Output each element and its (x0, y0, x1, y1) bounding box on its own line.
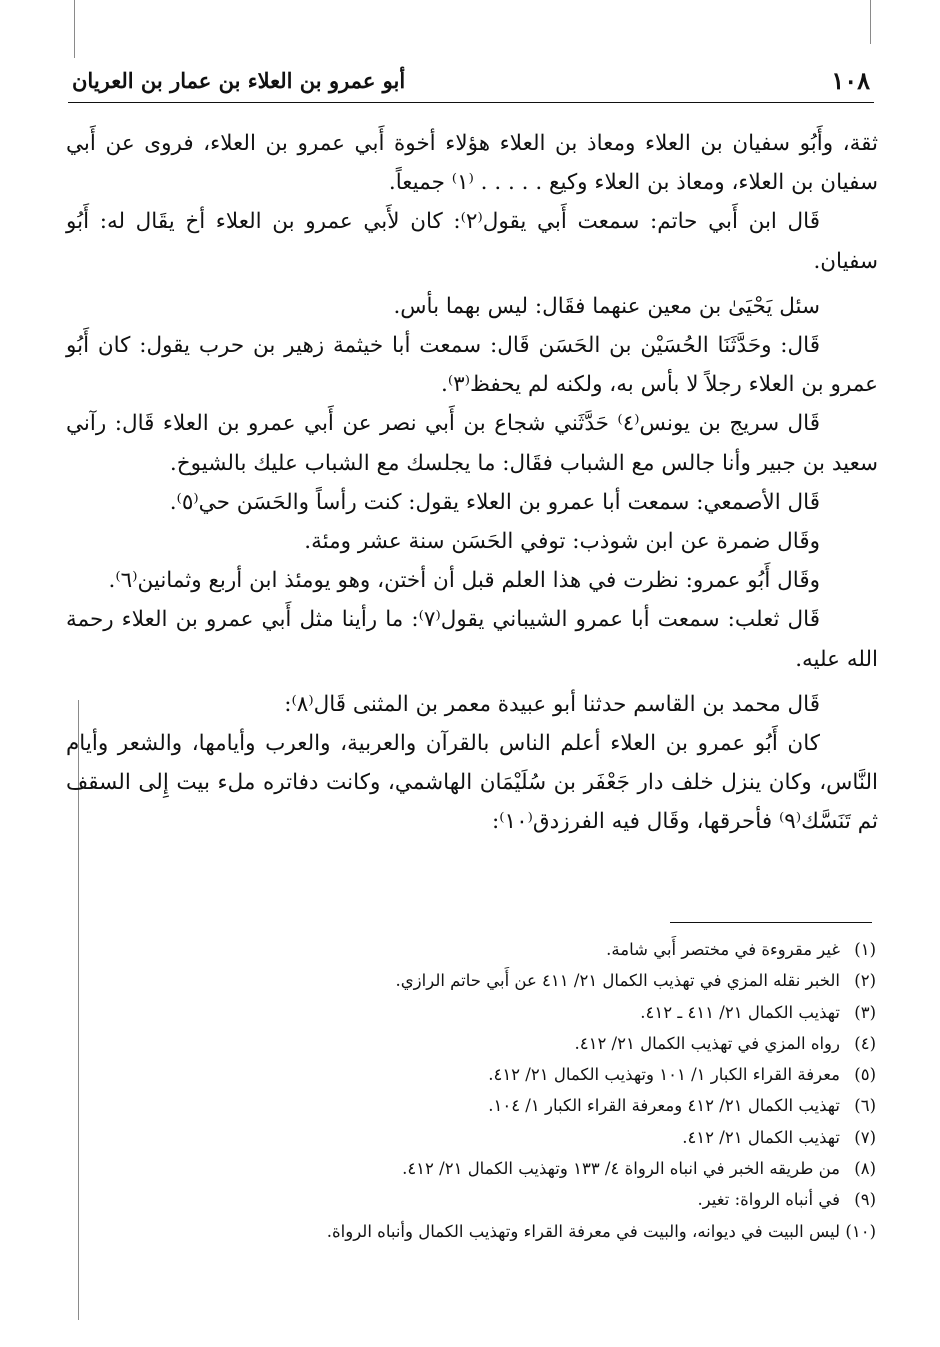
footnote (70, 1216, 876, 1247)
footnote-separator (670, 922, 872, 923)
footnotes-list (70, 934, 876, 1247)
footnote (70, 934, 876, 965)
footnote-text: غير مقروءة في مختصر أَبي شامة. (606, 940, 840, 959)
scan-edge-line-top-right (870, 0, 871, 44)
footnote-number: (٥) (854, 1065, 876, 1085)
scan-edge-line-top (74, 0, 75, 58)
footnote (70, 1028, 876, 1059)
footnote (70, 1059, 876, 1090)
paragraph: قَال ابن أَبي حاتم: سمعت أَبي يقول⁽٢⁾: كان لأَبي عمرو بن العلاء أخ يقَال له: أَبُو سفيان. (66, 209, 878, 274)
footnote-number: (٣) (854, 1002, 876, 1022)
page-number: ١٠٨ (831, 66, 870, 95)
footnote (70, 997, 876, 1028)
footnote-number: (١) (854, 940, 876, 959)
footnote-text: الخبر نقله المزي في تهذيب الكمال ٢١/ ٤١١ عن أَبي حاتم الرازي. (395, 971, 840, 991)
footnote-number: (١٠) (845, 1221, 876, 1241)
footnote (70, 1184, 876, 1215)
paragraph: وقَال أَبُو عمرو: نظرت في هذا العلم قبل أن أختن، وهو يومئذ ابن أربع وثمانين⁽٦⁾. (108, 568, 820, 594)
footnote-text: ليس البيت في ديوانه، والبيت في معرفة القراء وتهذيب الكمال وأنباه الرواة. (326, 1221, 840, 1241)
page-header (68, 62, 874, 103)
footnote-text: تهذيب الكمال ٢١/ ٤١٢. (682, 1127, 840, 1147)
footnote-text: معرفة القراء الكبار ١/ ١٠١ وتهذيب الكمال ٢١/ ٤١٢. (488, 1065, 840, 1085)
footnote (70, 965, 876, 996)
footnote (70, 1122, 876, 1153)
paragraph: كان أَبُو عمرو بن العلاء أعلم الناس بالقرآن والعربية، والعرب وأيامها، والشعر وأيام النَّاس، وكان ينزل خلف دار جَعْفَر بن سُلَيْمَان الهاشمي، وكانت دفاتره ملء بيت إِلى السقف ثم تَنَسَّك⁽٩⁾ فأحرقها، وقَال فيه الفرزدق⁽١٠⁾: (66, 731, 878, 835)
main-text (66, 124, 878, 842)
footnote-number: (٦) (854, 1096, 876, 1116)
footnote (70, 1153, 876, 1184)
paragraph: قَال: وحَدَّثَنَا الحُسَيْن بن الحَسَن قَال: سمعت أبا خيثمة زهير بن حرب يقول: كان أَبُو عمرو بن العلاء رجلاً لا بأس به، ولكنه لم يحفظ⁽٣⁾. (66, 333, 878, 398)
footnote-number: (٤) (854, 1033, 876, 1053)
footnote-number: (٢) (854, 971, 876, 991)
paragraph: قَال ثعلب: سمعت أبا عمرو الشيباني يقول⁽٧⁾: ما رأينا مثل أَبي عمرو بن العلاء رحمة الله عليه. (66, 607, 878, 672)
footnote-text: من طريقه الخبر في انباه الرواة ٤/ ١٣٣ وتهذيب الكمال ٢١/ ٤١٢. (402, 1159, 840, 1179)
running-title: أبو عمرو بن العلاء بن عمار بن العريان (72, 68, 406, 93)
footnote-text: رواه المزي في تهذيب الكمال ٢١/ ٤١٢. (574, 1033, 840, 1053)
footnote-text: في أنباه الرواة: تغير. (697, 1190, 840, 1210)
paragraph: ثقة، وأَبُو سفيان بن العلاء ومعاذ بن العلاء هؤلاء أخوة أَبي عمرو بن العلاء، فروى عن أَبي سفيان بن العلاء، ومعاذ بن العلاء وكيع . . . . . ⁽١⁾ جميعاً. (66, 131, 878, 196)
paragraph: وقَال ضمرة عن ابن شوذب: توفي الحَسَن سنة عشر ومئة. (304, 529, 820, 555)
footnote-number: (٩) (854, 1190, 876, 1210)
footnote-text: تهذيب الكمال ٢١/ ٤١١ ـ ٤١٢. (640, 1002, 840, 1022)
footnote (70, 1090, 876, 1121)
footnote-text: تهذيب الكمال ٢١/ ٤١٢ ومعرفة القراء الكبار ١/ ١٠٤. (488, 1096, 840, 1116)
footnote-number: (٨) (854, 1159, 876, 1179)
paragraph: قَال سريج بن يونس⁽٤⁾ حَدَّثَني شجاع بن أَبي نصر عن أَبي عمرو بن العلاء قَال: رآني سعيد بن جبير وأنا جالس مع الشباب فقَال: ما يجلسك مع الشباب عليك بالشيوخ. (66, 411, 878, 476)
footnote-number: (٧) (854, 1127, 876, 1147)
paragraph: قَال الأصمعي: سمعت أبا عمرو بن العلاء يقول: كنت رأساً والحَسَن حي⁽٥⁾. (169, 489, 820, 515)
paragraph: سئل يَحْيَىٰ بن معين عنهما فقَال: ليس بهما بأس. (393, 293, 820, 319)
paragraph: قَال محمد بن القاسم حدثنا أبو عبيدة معمر بن المثنى قَال⁽٨⁾: (284, 691, 820, 717)
